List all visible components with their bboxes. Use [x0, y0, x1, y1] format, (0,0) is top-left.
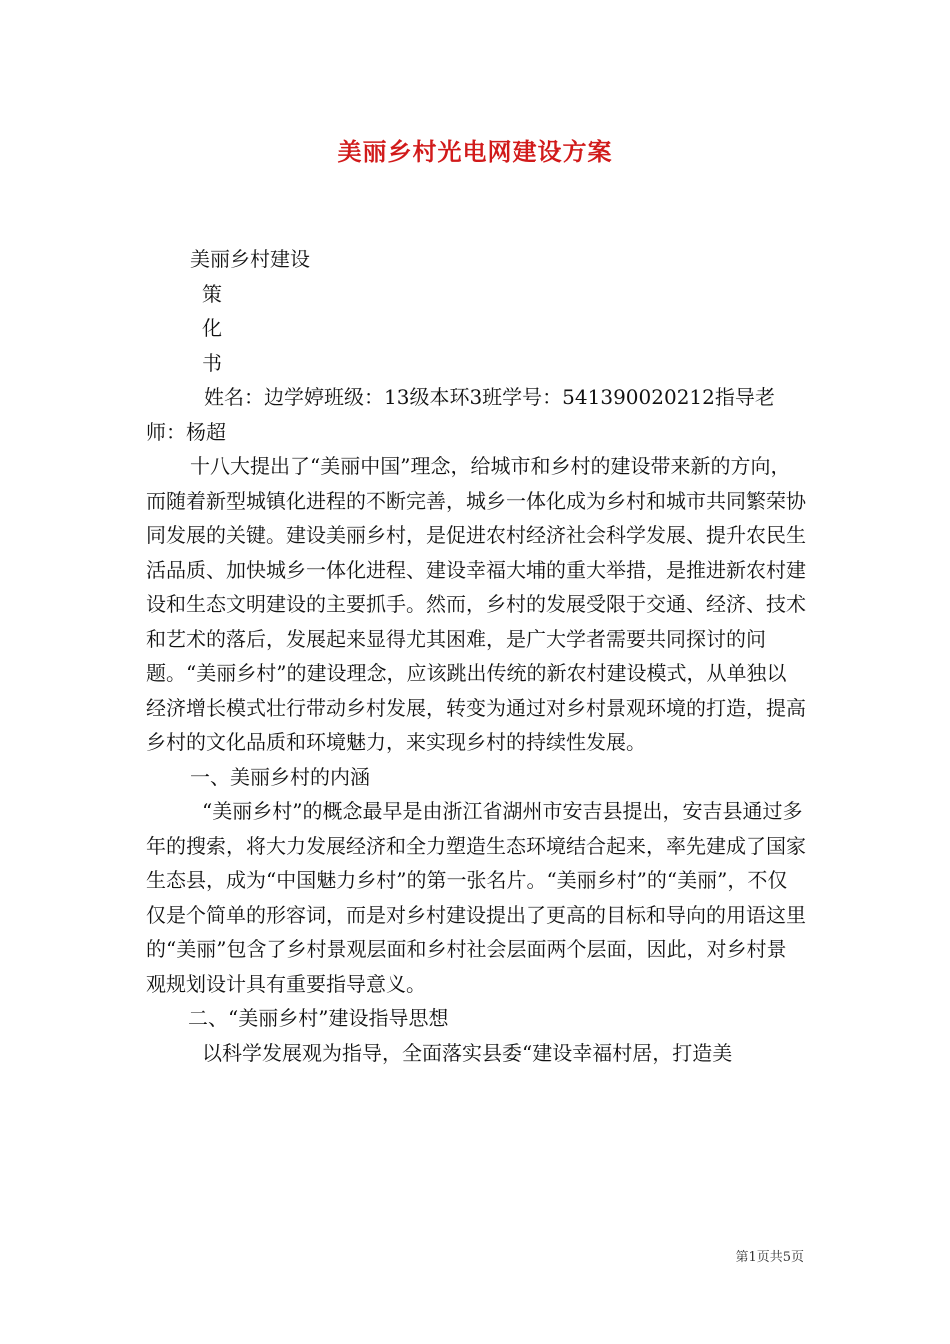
page-footer — [735, 1246, 804, 1265]
subtitle-char: 书 — [202, 350, 222, 375]
subtitle-char: 策 — [202, 281, 222, 306]
body-paragraph: 十八大提出了“美丽中国”理念，给城市和乡村的建设带来新的方向，而随着新型城镇化进程的不断完善，城乡一体化成为乡村和城市共同繁荣协同发展的关键。建设美丽乡村，是促进农村经济社会科学发展、提升农民生活品质、加快城乡一体化进程、建设幸福大埔的重大举措，是推进新农村建设和生态文明建设的主要抓手。然而，乡村的发展受限于交通、经济、技术和艺术的落后，发展起来显得尤其困难，是广大学者需要共同探讨的问题。“美丽乡村”的建设理念，应该跳出传统的新农村建设模式，从单独以经济增长模式壮行带动乡村发展，转变为通过对乡村景观环境的打造，提高乡村的文化品质和环境魅力，来实现乡村的持续性发展。 — [146, 454, 806, 754]
section-heading: 二、“美丽乡村”建设指导思想 — [188, 1006, 449, 1030]
subtitle-line: 美丽乡村建设 — [190, 247, 310, 271]
author-info: 姓名：边学婷班级：13级本环3班学号：541390020212指导老师：杨超 — [146, 385, 775, 444]
document-title: 美丽乡村光电网建设方案 — [337, 137, 613, 166]
subtitle-char: 化 — [202, 316, 222, 340]
section-heading: 一、美丽乡村的内涵 — [190, 764, 370, 789]
body-paragraph: 以科学发展观为指导，全面落实县委“建设幸福村居，打造美 — [202, 1040, 733, 1065]
body-paragraph: “美丽乡村”的概念最早是由浙江省湖州市安吉县提出，安吉县通过多年的搜索，将大力发展经济和全力塑造生态环境结合起来，率先建成了国家生态县，成为“中国魅力乡村”的第一张名片。“美丽乡村”的“美丽”，不仅仅是个简单的形容词，而是对乡村建设提出了更高的目标和导向的用语这里的“美丽”包含了乡村景观层面和乡村社会层面两个层面，因此，对乡村景观规划设计具有重要指导意义。 — [146, 799, 806, 996]
document-body — [146, 242, 806, 1070]
page-number: 第1页共5页 — [735, 1250, 804, 1265]
